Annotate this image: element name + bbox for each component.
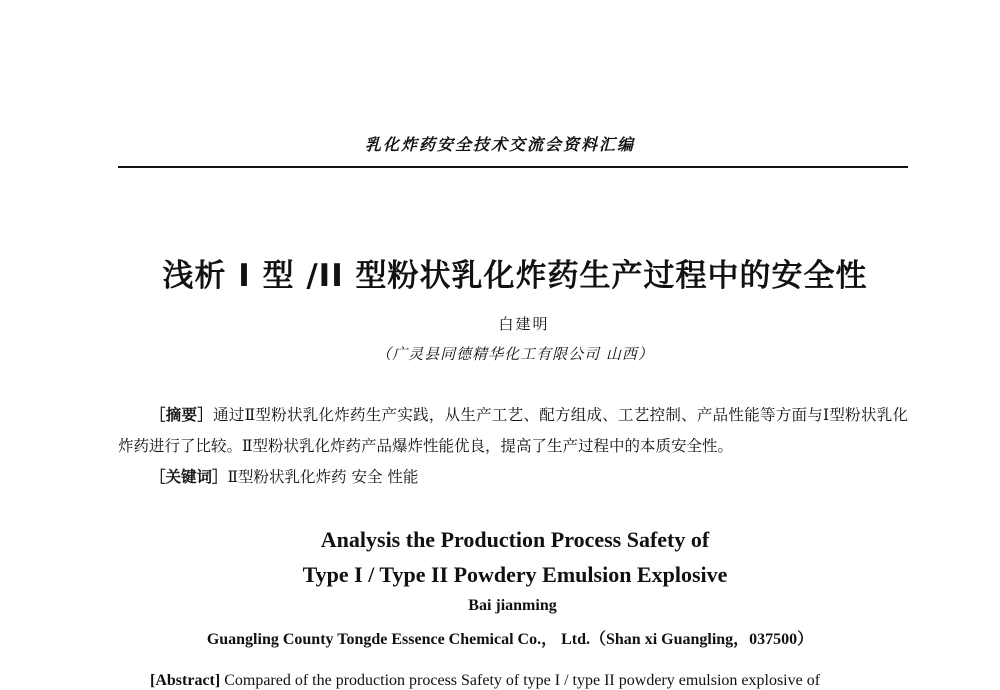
abstract	[118, 400, 908, 462]
running-header: 乳化炸药安全技术交流会资料汇编	[364, 135, 635, 154]
paper-title: 浅析 I 型 /II 型粉状乳化炸药生产过程中的安全性	[162, 258, 868, 294]
keywords	[150, 462, 418, 493]
keywords-label: ［关键词］	[150, 468, 228, 486]
english-abstract	[150, 672, 820, 690]
english-author-name: Bai jianming	[468, 597, 557, 614]
author-name: 白建明	[498, 315, 550, 333]
english-abstract-label: [Abstract]	[150, 672, 221, 689]
english-title-line-1: Analysis the Production Process Safety of	[320, 527, 710, 552]
abstract-text: 通过Ⅱ型粉状乳化炸药生产实践，从生产工艺、配方组成、工艺控制、产品性能等方面与Ⅰ型粉状乳化炸药进行了比较。Ⅱ型粉状乳化炸药产品爆炸性能优良，提高了生产过程中的本质安全性。	[118, 406, 908, 455]
abstract-label: ［摘要］	[150, 406, 214, 424]
author-affiliation: （广灵县同德精华化工有限公司 山西）	[376, 345, 654, 363]
english-abstract-text: Compared of the production process Safety of type I / type II powdery emulsion explosive of	[220, 672, 821, 689]
english-affiliation: Guangling County Tongde Essence Chemical Co.， Ltd.（Shan xi Guangling，037500）	[206, 631, 814, 648]
header-rule	[118, 166, 908, 168]
english-title-line-2: Type I / Type II Powdery Emulsion Explosive	[302, 562, 728, 587]
keywords-text: Ⅱ型粉状乳化炸药 安全 性能	[227, 468, 419, 486]
